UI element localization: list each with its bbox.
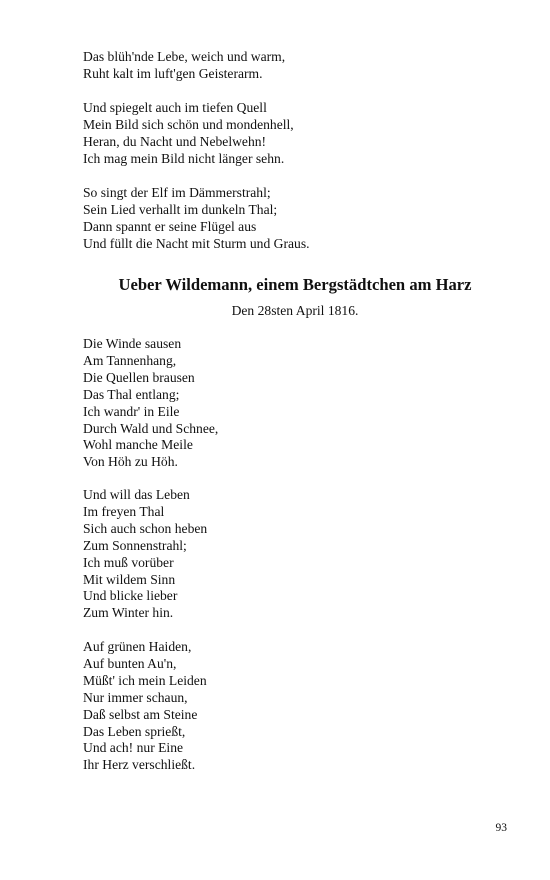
previous-poem-stanza-2	[83, 100, 294, 168]
verse-line: Daß selbst am Steine	[83, 706, 198, 722]
verse-line: Mit wildem Sinn	[83, 571, 176, 587]
verse-line: Die Winde sausen	[83, 336, 182, 351]
verse-line: Mein Bild sich schön und mondenhell,	[83, 116, 294, 132]
previous-poem-stanza-3	[83, 185, 310, 253]
verse-line: So singt der Elf im Dämmerstrahl;	[83, 185, 271, 200]
verse-line: Das Thal entlang;	[83, 386, 180, 402]
poem-stanza-3	[83, 639, 207, 774]
verse-line: Zum Winter hin.	[83, 605, 174, 621]
poem-date: Den 28sten April 1816.	[231, 303, 359, 318]
verse-line: Ich mag mein Bild nicht länger sehn.	[83, 150, 285, 166]
verse-line: Müßt' ich mein Leiden	[83, 672, 207, 688]
verse-line: Die Quellen brausen	[83, 369, 195, 385]
verse-line: Im freyen Thal	[83, 503, 165, 519]
verse-line: Das Leben sprießt,	[83, 723, 186, 739]
page-number: 93	[495, 822, 507, 834]
verse-line: Ruht kalt im luft'gen Geisterarm.	[83, 65, 263, 81]
verse-line: Und will das Leben	[83, 487, 190, 502]
verse-line: Am Tannenhang,	[83, 352, 177, 368]
poem-stanza-2	[83, 487, 207, 622]
verse-line: Wohl manche Meile	[83, 437, 193, 453]
verse-line: Ich muß vorüber	[83, 554, 174, 570]
verse-line: Auf grünen Haiden,	[83, 639, 192, 654]
poem-title: Ueber Wildemann, einem Bergstädtchen am Harz	[118, 275, 472, 294]
verse-line: Zum Sonnenstrahl;	[83, 537, 187, 553]
verse-line: Auf bunten Au'n,	[83, 655, 177, 671]
verse-line: Und spiegelt auch im tiefen Quell	[83, 100, 267, 115]
verse-line: Sein Lied verhallt im dunkeln Thal;	[83, 201, 278, 217]
verse-line: Durch Wald und Schnee,	[83, 420, 219, 436]
poem-stanza-1	[83, 336, 218, 471]
verse-line: Heran, du Nacht und Nebelwehn!	[83, 133, 267, 149]
verse-line: Ich wandr' in Eile	[83, 403, 180, 419]
verse-line: Und ach! nur Eine	[83, 740, 184, 756]
verse-line: Ihr Herz verschließt.	[83, 757, 196, 773]
previous-poem-stanza-1	[83, 49, 285, 83]
verse-line: Dann spannt er seine Flügel aus	[83, 218, 257, 234]
verse-line: Nur immer schaun,	[83, 689, 188, 705]
verse-line: Und füllt die Nacht mit Sturm und Graus.	[83, 235, 310, 251]
verse-line: Sich auch schon heben	[83, 520, 208, 536]
verse-line: Das blüh'nde Lebe, weich und warm,	[83, 49, 286, 64]
verse-line: Von Höh zu Höh.	[83, 454, 178, 470]
verse-line: Und blicke lieber	[83, 588, 178, 604]
